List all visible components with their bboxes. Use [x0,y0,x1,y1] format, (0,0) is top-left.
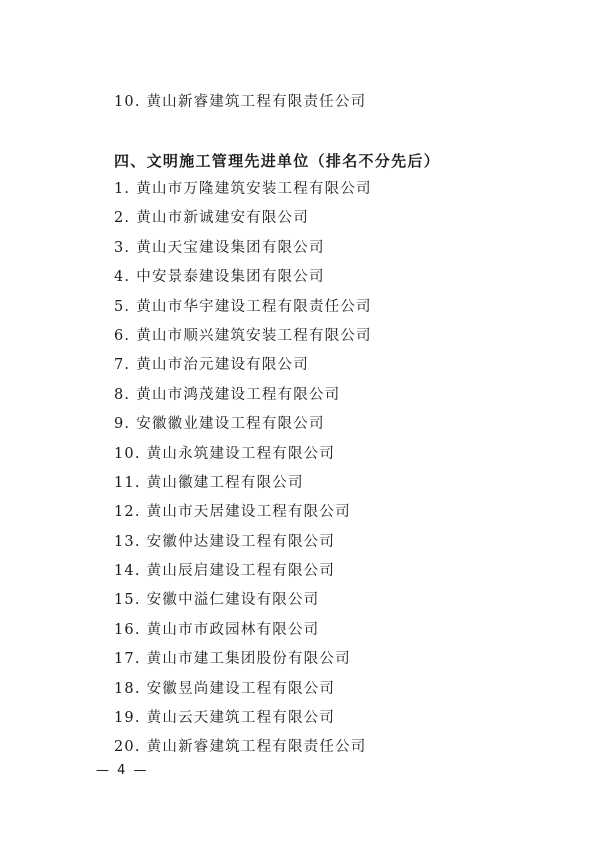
list-item-name: 安徽中溢仁建设有限公司 [146,592,320,609]
list-item [114,560,372,589]
list-item-name: 黄山新睿建筑工程有限责任公司 [146,739,367,756]
list-item-number: 10. [114,94,141,110]
list-item-name: 黄山徽建工程有限公司 [146,474,304,491]
list-item [114,678,372,707]
list-item-number: 19. [114,710,141,727]
list-item-name: 黄山永筑建设工程有限公司 [146,445,336,462]
list-item-number: 3. [114,239,131,256]
award-list [114,178,372,766]
list-item-name: 安徽昱尚建设工程有限公司 [146,680,336,697]
list-item [114,266,372,295]
list-item [114,531,372,560]
list-item-name: 黄山市建工集团股份有限公司 [146,651,351,668]
list-item-number: 5. [114,298,131,315]
page-number: — 4 — [96,763,149,778]
list-item-number: 8. [114,386,131,403]
list-item-name: 黄山市天居建设工程有限公司 [146,504,351,521]
list-item-name: 黄山云天建筑工程有限公司 [146,710,336,727]
list-item-name: 黄山市华宇建设工程有限责任公司 [136,298,372,315]
list-item [114,354,372,383]
list-item [114,648,372,677]
list-item [114,501,372,530]
list-item-number: 9. [114,416,131,433]
list-item [114,443,372,472]
list-item-number: 2. [114,210,131,227]
list-item-name: 中安景泰建设集团有限公司 [136,269,325,286]
list-item-number: 17. [114,651,141,668]
list-item-name: 黄山市新诚建安有限公司 [136,210,309,227]
list-item [114,413,372,442]
list-item-number: 11. [114,474,141,491]
list-item-number: 12. [114,504,141,521]
list-item-name: 黄山天宝建设集团有限公司 [136,239,325,256]
list-item [114,384,372,413]
list-item-name: 黄山市治元建设有限公司 [136,357,309,374]
list-item [114,296,372,325]
list-item-name: 黄山市顺兴建筑安装工程有限公司 [136,327,372,344]
list-item-number: 16. [114,621,141,638]
list-item-number: 20. [114,739,141,756]
list-item-number: 4. [114,269,131,286]
list-item-number: 15. [114,592,141,609]
list-item-name: 黄山辰启建设工程有限公司 [146,563,336,580]
list-item-number: 6. [114,327,131,344]
list-item-number: 1. [114,181,131,197]
list-item [114,472,372,501]
list-item-previous-section [114,91,366,113]
list-item [114,589,372,618]
list-item-name: 黄山市市政园林有限公司 [146,621,320,638]
list-item-number: 18. [114,680,141,697]
list-item [114,207,372,236]
list-item [114,178,372,207]
list-item-number: 7. [114,357,131,374]
list-item [114,619,372,648]
list-item-name: 黄山新睿建筑工程有限责任公司 [146,94,367,110]
list-item [114,736,372,765]
list-item-number: 10. [114,445,141,462]
list-item-number: 14. [114,563,141,580]
list-item [114,707,372,736]
section-heading: 四、文明施工管理先进单位（排名不分先后） [114,152,441,170]
list-item [114,325,372,354]
list-item-name: 安徽徽业建设工程有限公司 [136,416,325,433]
list-item-number: 13. [114,533,141,550]
list-item [114,237,372,266]
list-item-name: 安徽仲达建设工程有限公司 [146,533,336,550]
list-item-name: 黄山市万隆建筑安装工程有限公司 [136,181,372,197]
list-item-name: 黄山市鸿茂建设工程有限公司 [136,386,341,403]
